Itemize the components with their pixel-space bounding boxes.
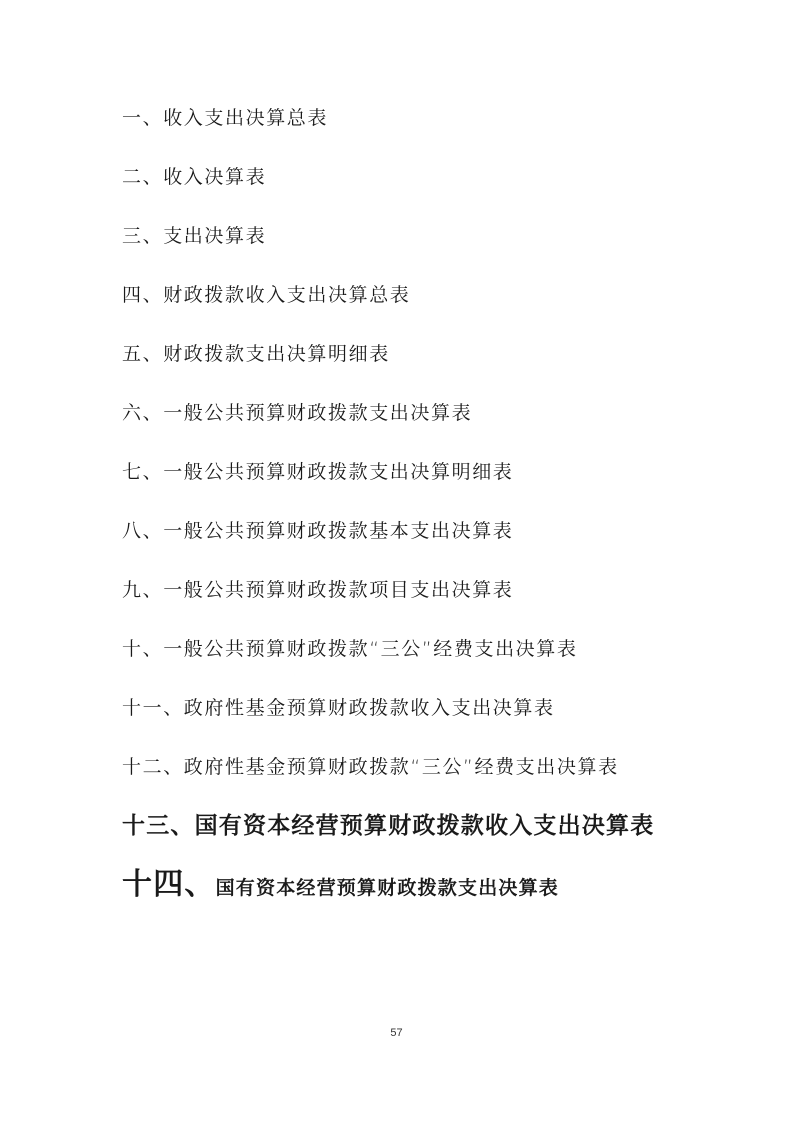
- list-item: 一、收入支出决算总表: [122, 107, 329, 129]
- list-item: 十三、国有资本经营预算财政拨款收入支出决算表: [122, 813, 655, 839]
- list-item: 十一、政府性基金预算财政拨款收入支出决算表: [122, 697, 555, 719]
- list-item: 七、一般公共预算财政拨款支出决算明细表: [122, 461, 514, 483]
- list-item: 四、财政拨款收入支出决算总表: [122, 284, 411, 306]
- list-item: 十、一般公共预算财政拨款“三公”经费支出决算表: [122, 638, 578, 660]
- list-item: 六、一般公共预算财政拨款支出决算表: [122, 402, 473, 424]
- list-item: 八、一般公共预算财政拨款基本支出决算表: [122, 520, 514, 542]
- list-item: 十二、政府性基金预算财政拨款“三公”经费支出决算表: [122, 756, 619, 778]
- list-item: 五、财政拨款支出决算明细表: [122, 343, 390, 365]
- list-item: 九、一般公共预算财政拨款项目支出决算表: [122, 579, 514, 601]
- list-item: [122, 867, 654, 929]
- list-item: 三、支出决算表: [122, 225, 267, 247]
- list-item: 二、收入决算表: [122, 166, 267, 188]
- list-item-number: 十四、: [122, 867, 216, 902]
- table-list: [122, 103, 654, 929]
- page-number: 57: [390, 1027, 403, 1039]
- list-item-label: 国有资本经营预算财政拨款支出决算表: [215, 877, 560, 899]
